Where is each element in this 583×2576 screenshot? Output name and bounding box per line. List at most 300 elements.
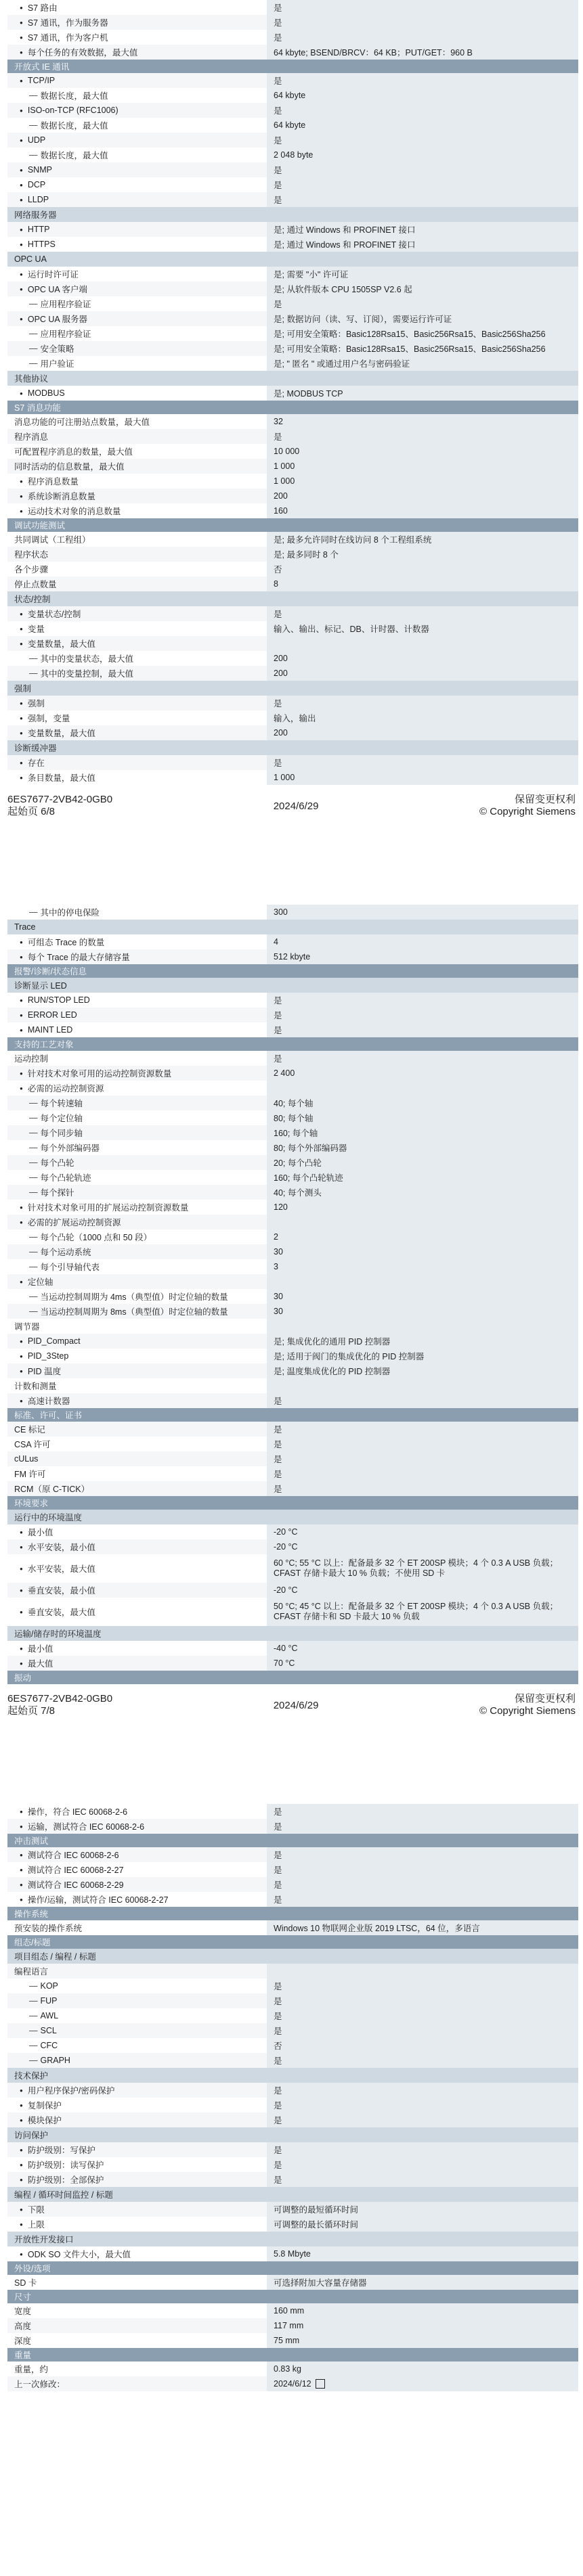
- spec-value: [267, 30, 578, 45]
- spec-value-text: 40; 每个测头: [274, 1188, 322, 1198]
- spec-label: — 每个探针: [7, 1185, 267, 1200]
- spec-table-page-6: [7, 0, 578, 785]
- spec-label: 调节器: [7, 1319, 267, 1334]
- spec-row: [7, 177, 578, 192]
- spec-value: [267, 1066, 578, 1081]
- spec-row: [7, 162, 578, 177]
- spec-value-text: 是: [274, 1011, 282, 1020]
- spec-label: ● ODK SO 文件大小，最大值: [7, 2246, 267, 2261]
- spec-row: [7, 386, 578, 401]
- copyright: © Copyright Siemens: [479, 806, 576, 817]
- spec-value-text: 是; 最多允许同时在线访问 8 个工程组系统: [274, 535, 432, 545]
- spec-label: FM 许可: [7, 1466, 267, 1481]
- spec-value: [267, 1200, 578, 1215]
- spec-value: [267, 1583, 578, 1598]
- spec-value-text: -20 °C: [274, 1527, 298, 1537]
- spec-row: [7, 1656, 578, 1671]
- spec-value: [267, 1081, 578, 1095]
- spec-row: [7, 0, 578, 15]
- spec-value: [267, 1993, 578, 2008]
- spec-row: [7, 1319, 578, 1334]
- spec-row: [7, 1200, 578, 1215]
- spec-value-text: 200: [274, 728, 288, 738]
- spec-value: [267, 725, 578, 740]
- spec-row: [7, 1481, 578, 1496]
- spec-row: [7, 2376, 578, 2391]
- spec-label: 共同调试（工程组）: [7, 532, 267, 547]
- spec-value: [267, 1892, 578, 1907]
- print-date: 2024/6/29: [273, 1699, 319, 1711]
- spec-row: [7, 281, 578, 296]
- print-date: 2024/6/29: [273, 800, 319, 812]
- spec-row: [7, 934, 578, 949]
- spec-row: [7, 45, 578, 60]
- spec-value-text: 是: [274, 1054, 282, 1064]
- spec-label: ● 操作，符合 IEC 60068-2-6: [7, 1804, 267, 1819]
- spec-row: [7, 15, 578, 30]
- spec-label: ● 水平安装，最大值: [7, 1554, 267, 1583]
- spec-value-text: 1 000: [274, 476, 295, 486]
- spec-value-text: 否: [274, 565, 282, 574]
- spec-value-text: 40; 每个轴: [274, 1099, 314, 1108]
- spec-value-text: 8: [274, 579, 278, 589]
- spec-label: ● UDP: [7, 133, 267, 148]
- spec-value: [267, 2083, 578, 2098]
- spec-value-text: 1 000: [274, 773, 295, 782]
- spec-value-text: 64 kbyte: [274, 91, 306, 100]
- spec-value-text: 30: [274, 1247, 283, 1257]
- page-gap: [0, 827, 583, 905]
- spec-value-text: 是: [274, 1455, 282, 1464]
- spec-label: ● ERROR LED: [7, 1008, 267, 1022]
- spec-row: [7, 1451, 578, 1466]
- spec-value: [267, 1110, 578, 1125]
- spec-value-text: 32: [274, 417, 283, 426]
- spec-label: ● 针对技术对象可用的扩展运动控制资源数量: [7, 1200, 267, 1215]
- spec-label: 编程语言: [7, 1964, 267, 1979]
- spec-value-text: 是; 可用安全策略：Basic128Rsa15、Basic256Rsa15、Basic256Sha256: [274, 344, 546, 354]
- spec-label: 计数和测量: [7, 1378, 267, 1393]
- spec-row: [7, 2023, 578, 2038]
- spec-value-text: 是: [274, 106, 282, 116]
- spec-value-text: 60 °C; 55 °C 以上：配备最多 32 个 ET 200SP 模块；4 个 0.3 A USB 负载；CFAST 存储卡最大 10 % 负载；不使用 SD 卡: [274, 1558, 559, 1578]
- spec-row: [7, 666, 578, 681]
- spec-value: [267, 341, 578, 356]
- page-footer: [7, 785, 576, 827]
- spec-label: ● 变量数量，最大值: [7, 636, 267, 651]
- spec-value: [267, 1920, 578, 1935]
- spec-label: ● SNMP: [7, 162, 267, 177]
- spec-row: [7, 1229, 578, 1244]
- spec-label: 各个步骤: [7, 562, 267, 577]
- spec-value: [267, 15, 578, 30]
- spec-row: [7, 1847, 578, 1862]
- spec-value: [267, 621, 578, 636]
- spec-row: [7, 429, 578, 444]
- spec-label: ● HTTPS: [7, 237, 267, 252]
- spec-value: [267, 2053, 578, 2068]
- spec-value-text: 可选择附加大容量存储器: [274, 2278, 367, 2288]
- spec-label: 高度: [7, 2318, 267, 2333]
- spec-row: [7, 1022, 578, 1037]
- spec-label: — 用户验证: [7, 356, 267, 371]
- spec-label: ● 强制: [7, 696, 267, 710]
- spec-value: [267, 88, 578, 103]
- spec-row: [7, 1259, 578, 1274]
- spec-label: ● 垂直安装，最小值: [7, 1583, 267, 1598]
- spec-row: [7, 2038, 578, 2053]
- spec-value-text: 是: [274, 1822, 282, 1832]
- spec-label: — 每个凸轮轨迹: [7, 1170, 267, 1185]
- spec-row: [7, 651, 578, 666]
- spec-row: [7, 562, 578, 577]
- spec-value-text: 是: [274, 3, 282, 13]
- spec-row: [7, 326, 578, 341]
- spec-label: CSA 许可: [7, 1437, 267, 1451]
- spec-value: [267, 1319, 578, 1334]
- spec-value-text: 是; 最多同时 8 个: [274, 550, 339, 560]
- spec-value: [267, 1862, 578, 1877]
- spec-row: [7, 770, 578, 785]
- spec-value-text: 64 kbyte; BSEND/BRCV：64 KB；PUT/GET：960 B: [274, 48, 473, 58]
- spec-value: [267, 770, 578, 785]
- spec-row: [7, 222, 578, 237]
- spec-value-text: 300: [274, 907, 288, 917]
- spec-row: [7, 103, 578, 118]
- rights-notice: 保留变更权利: [514, 1693, 576, 1704]
- spec-label: 预安装的操作系统: [7, 1920, 267, 1935]
- spec-row: [7, 311, 578, 326]
- spec-label: ● 定位轴: [7, 1274, 267, 1289]
- spec-value-text: 是: [274, 1470, 282, 1479]
- spec-row: [7, 1539, 578, 1554]
- spec-label: — 应用程序验证: [7, 296, 267, 311]
- spec-value-text: 可调整的最长循环时间: [274, 2220, 359, 2230]
- spec-value-text: 是: [274, 2146, 282, 2155]
- spec-value: [267, 429, 578, 444]
- spec-label: ● OPC UA 服务器: [7, 311, 267, 326]
- spec-value-text: 是: [274, 2027, 282, 2036]
- spec-value: [267, 1304, 578, 1319]
- spec-row: [7, 1066, 578, 1081]
- spec-value-text: 是: [274, 996, 282, 1005]
- spec-row: [7, 2157, 578, 2172]
- spec-value-text: 是: [274, 76, 282, 86]
- spec-value: [267, 237, 578, 252]
- spec-label: 程序消息: [7, 429, 267, 444]
- spec-value: [267, 2217, 578, 2232]
- spec-value-text: -20 °C: [274, 1585, 298, 1595]
- spec-row: [7, 1892, 578, 1907]
- spec-value: [267, 118, 578, 133]
- section-header: 报警/诊断/状态信息: [7, 964, 578, 978]
- spec-label: ● 复制保护: [7, 2098, 267, 2112]
- spec-value-text: 160 mm: [274, 2306, 305, 2315]
- spec-value-text: 117 mm: [274, 2321, 304, 2330]
- spec-label: CE 标记: [7, 1422, 267, 1437]
- spec-value: [267, 311, 578, 326]
- spec-value-text: 是: [274, 2175, 282, 2185]
- spec-value: [267, 414, 578, 429]
- spec-row: [7, 2083, 578, 2098]
- subsection-header: 运输/储存时的环境温度: [7, 1626, 578, 1641]
- spec-label: — 每个运动系统: [7, 1244, 267, 1259]
- spec-value: [267, 1289, 578, 1304]
- spec-value: [267, 1877, 578, 1892]
- spec-row: [7, 1304, 578, 1319]
- spec-label: ● 变量数量，最大值: [7, 725, 267, 740]
- spec-row: [7, 1641, 578, 1656]
- spec-value: [267, 2157, 578, 2172]
- spec-value-text: 30: [274, 1292, 283, 1301]
- spec-row: [7, 1274, 578, 1289]
- spec-label: ● 运输，测试符合 IEC 60068-2-6: [7, 1819, 267, 1834]
- spec-value-text: 是: [274, 1425, 282, 1434]
- spec-row: [7, 296, 578, 311]
- spec-row: [7, 606, 578, 621]
- spec-value: [267, 1008, 578, 1022]
- spec-row: [7, 547, 578, 562]
- spec-value-text: 输入，输出: [274, 714, 316, 723]
- spec-row: [7, 1862, 578, 1877]
- spec-value: [267, 1451, 578, 1466]
- spec-value-text: 是: [274, 33, 282, 43]
- spec-value-text: 输入、输出、标记、DB、计时器、计数器: [274, 625, 429, 634]
- spec-label: SD 卡: [7, 2275, 267, 2290]
- section-header: 标准、许可、证书: [7, 1408, 578, 1422]
- spec-value: [267, 1051, 578, 1066]
- spec-label: ● LLDP: [7, 192, 267, 207]
- subsection-header: 诊断缓冲器: [7, 740, 578, 755]
- spec-label: ● 必需的运动控制资源: [7, 1081, 267, 1095]
- section-header: 冲击测试: [7, 1834, 578, 1847]
- spec-label: — 其中的停电保险: [7, 905, 267, 920]
- spec-row: [7, 710, 578, 725]
- spec-value-text: 是; 通过 Windows 和 PROFINET 接口: [274, 240, 416, 250]
- spec-value: [267, 1229, 578, 1244]
- spec-value-text: 是; 可用安全策略：Basic128Rsa15、Basic256Rsa15、Basic256Sha256: [274, 330, 546, 339]
- spec-row: [7, 356, 578, 371]
- spec-label: ● 必需的扩展运动控制资源: [7, 1215, 267, 1229]
- section-header: 环境要求: [7, 1496, 578, 1510]
- spec-row: [7, 1598, 578, 1626]
- spec-value: [267, 1095, 578, 1110]
- spec-label: — FUP: [7, 1993, 267, 2008]
- spec-value-text: 2: [274, 1232, 278, 1242]
- spec-value: [267, 386, 578, 401]
- spec-row: [7, 949, 578, 964]
- spec-label: — 每个外部编码器: [7, 1140, 267, 1155]
- spec-value: [267, 148, 578, 162]
- spec-value-text: 否: [274, 2041, 282, 2051]
- spec-value-text: 80; 每个外部编码器: [274, 1144, 347, 1153]
- spec-row: [7, 1244, 578, 1259]
- spec-value-text: 200: [274, 669, 288, 678]
- external-link-icon[interactable]: [316, 2379, 325, 2389]
- spec-row: [7, 1437, 578, 1451]
- spec-label: ● 程序消息数量: [7, 474, 267, 489]
- section-header: 重量: [7, 2348, 578, 2362]
- spec-row: [7, 73, 578, 88]
- spec-row: [7, 474, 578, 489]
- spec-label: ● 防护级别：读写保护: [7, 2157, 267, 2172]
- spec-value-text: 是: [274, 1397, 282, 1406]
- subsection-header: 编程 / 循环时间监控 / 标题: [7, 2187, 578, 2202]
- spec-label: ● PID_Compact: [7, 1334, 267, 1349]
- spec-value-text: 是; 适用于阀门的集成优化的 PID 控制器: [274, 1352, 425, 1361]
- spec-value: [267, 1022, 578, 1037]
- spec-value-text: 是; " 匿名 " 或通过用户名与密码验证: [274, 359, 410, 369]
- spec-row: [7, 267, 578, 281]
- section-header: 振动: [7, 1671, 578, 1684]
- spec-value: [267, 1349, 578, 1363]
- spec-label: — CFC: [7, 2038, 267, 2053]
- spec-value-text: 是; 温度集成优化的 PID 控制器: [274, 1367, 391, 1376]
- spec-value-text: 是; MODBUS TCP: [274, 389, 343, 399]
- subsection-header: 强制: [7, 681, 578, 696]
- spec-value: [267, 1481, 578, 1496]
- spec-value-text: 是: [274, 1851, 282, 1860]
- spec-label: ● MODBUS: [7, 386, 267, 401]
- spec-row: [7, 636, 578, 651]
- spec-value-text: 是; 集成优化的通用 PID 控制器: [274, 1337, 391, 1347]
- spec-value: [267, 1125, 578, 1140]
- spec-value: [267, 459, 578, 474]
- spec-value-text: 160; 每个凸轮轨迹: [274, 1173, 343, 1183]
- spec-row: [7, 2172, 578, 2187]
- spec-value: [267, 281, 578, 296]
- spec-label: ● DCP: [7, 177, 267, 192]
- spec-label: ● TCP/IP: [7, 73, 267, 88]
- spec-label: ● 防护级别：全部保护: [7, 2172, 267, 2187]
- spec-row: [7, 1524, 578, 1539]
- spec-value: [267, 2376, 578, 2391]
- spec-value-text: 是: [274, 1895, 282, 1905]
- spec-value: [267, 2038, 578, 2053]
- spec-label: — 每个同步轴: [7, 1125, 267, 1140]
- subsection-header: 访问保护: [7, 2127, 578, 2142]
- spec-row: [7, 1140, 578, 1155]
- spec-value: [267, 1378, 578, 1393]
- spec-row: [7, 1964, 578, 1979]
- spec-value-text: 50 °C; 45 °C 以上：配备最多 32 个 ET 200SP 模块；4 个 0.3 A USB 负载；CFAST 存储卡和 SD 卡最大 10 % 负载: [274, 1602, 559, 1621]
- spec-row: [7, 118, 578, 133]
- spec-label: — KOP: [7, 1979, 267, 1993]
- spec-value-text: 是: [274, 1026, 282, 1035]
- spec-value: [267, 1259, 578, 1274]
- spec-label: ● S7 通讯，作为客户机: [7, 30, 267, 45]
- spec-value: [267, 532, 578, 547]
- spec-value: [267, 73, 578, 88]
- spec-value: [267, 2202, 578, 2217]
- spec-value: [267, 949, 578, 964]
- spec-label: ● 操作/运输，测试符合 IEC 60068-2-27: [7, 1892, 267, 1907]
- rights-notice: 保留变更权利: [514, 794, 576, 805]
- spec-value: [267, 1819, 578, 1834]
- spec-label: ● 垂直安装，最大值: [7, 1598, 267, 1626]
- spec-row: [7, 2246, 578, 2261]
- spec-value: [267, 1393, 578, 1408]
- spec-row: [7, 1422, 578, 1437]
- spec-label: ● S7 通讯，作为服务器: [7, 15, 267, 30]
- spec-label: ● 上限: [7, 2217, 267, 2232]
- spec-row: [7, 1979, 578, 1993]
- spec-row: [7, 2008, 578, 2023]
- spec-value: [267, 636, 578, 651]
- spec-label: ● 最小值: [7, 1524, 267, 1539]
- spec-value-text: 是: [274, 1880, 282, 1890]
- spec-label: ● RUN/STOP LED: [7, 993, 267, 1008]
- spec-value-text: 2024/6/12: [274, 2379, 311, 2389]
- spec-row: [7, 1877, 578, 1892]
- product-code: 6ES7677-2VB42-0GB0: [7, 794, 113, 805]
- spec-label: — 数据长度，最大值: [7, 88, 267, 103]
- spec-label: — 每个定位轴: [7, 1110, 267, 1125]
- spec-row: [7, 2112, 578, 2127]
- spec-value: [267, 547, 578, 562]
- spec-row: [7, 1095, 578, 1110]
- page-number: 起始页 6/8: [7, 806, 56, 817]
- spec-row: [7, 1289, 578, 1304]
- spec-label: ● 测试符合 IEC 60068-2-29: [7, 1877, 267, 1892]
- spec-row: [7, 489, 578, 503]
- spec-label: 程序状态: [7, 547, 267, 562]
- spec-label: ● HTTP: [7, 222, 267, 237]
- spec-value: [267, 326, 578, 341]
- spec-value-text: 30: [274, 1307, 283, 1316]
- spec-label: ● 运动技术对象的消息数量: [7, 503, 267, 518]
- spec-label: ● 变量: [7, 621, 267, 636]
- spec-value: [267, 696, 578, 710]
- spec-value: [267, 267, 578, 281]
- section-header: 支持的工艺对象: [7, 1037, 578, 1051]
- spec-row: [7, 2303, 578, 2318]
- spec-row: [7, 2333, 578, 2348]
- spec-value: [267, 2303, 578, 2318]
- datasheet-page-8: [0, 1804, 583, 2391]
- spec-row: [7, 1081, 578, 1095]
- spec-label: ● 测试符合 IEC 60068-2-27: [7, 1862, 267, 1877]
- spec-value: [267, 2275, 578, 2290]
- spec-row: [7, 1334, 578, 1349]
- subsection-header: 状态/控制: [7, 591, 578, 606]
- spec-row: [7, 2275, 578, 2290]
- spec-row: [7, 696, 578, 710]
- spec-row: [7, 2362, 578, 2376]
- spec-value: [267, 2098, 578, 2112]
- spec-value-text: -20 °C: [274, 1542, 298, 1552]
- spec-value-text: 20; 每个凸轮: [274, 1158, 322, 1168]
- spec-label: 停止点数量: [7, 577, 267, 591]
- spec-value: [267, 0, 578, 15]
- spec-label: ● 最小值: [7, 1641, 267, 1656]
- spec-value: [267, 1598, 578, 1626]
- spec-label: — 每个引导轴代表: [7, 1259, 267, 1274]
- spec-label: ● PID 温度: [7, 1363, 267, 1378]
- spec-value: [267, 2008, 578, 2023]
- spec-row: [7, 2318, 578, 2333]
- spec-label: cULus: [7, 1451, 267, 1466]
- spec-row: [7, 1920, 578, 1935]
- spec-row: [7, 414, 578, 429]
- spec-row: [7, 341, 578, 356]
- spec-value-text: 是: [274, 610, 282, 619]
- spec-value-text: 512 kbyte: [274, 952, 311, 962]
- spec-value: [267, 1847, 578, 1862]
- spec-row: [7, 2217, 578, 2232]
- spec-value-text: 是: [274, 2116, 282, 2125]
- spec-value: [267, 1641, 578, 1656]
